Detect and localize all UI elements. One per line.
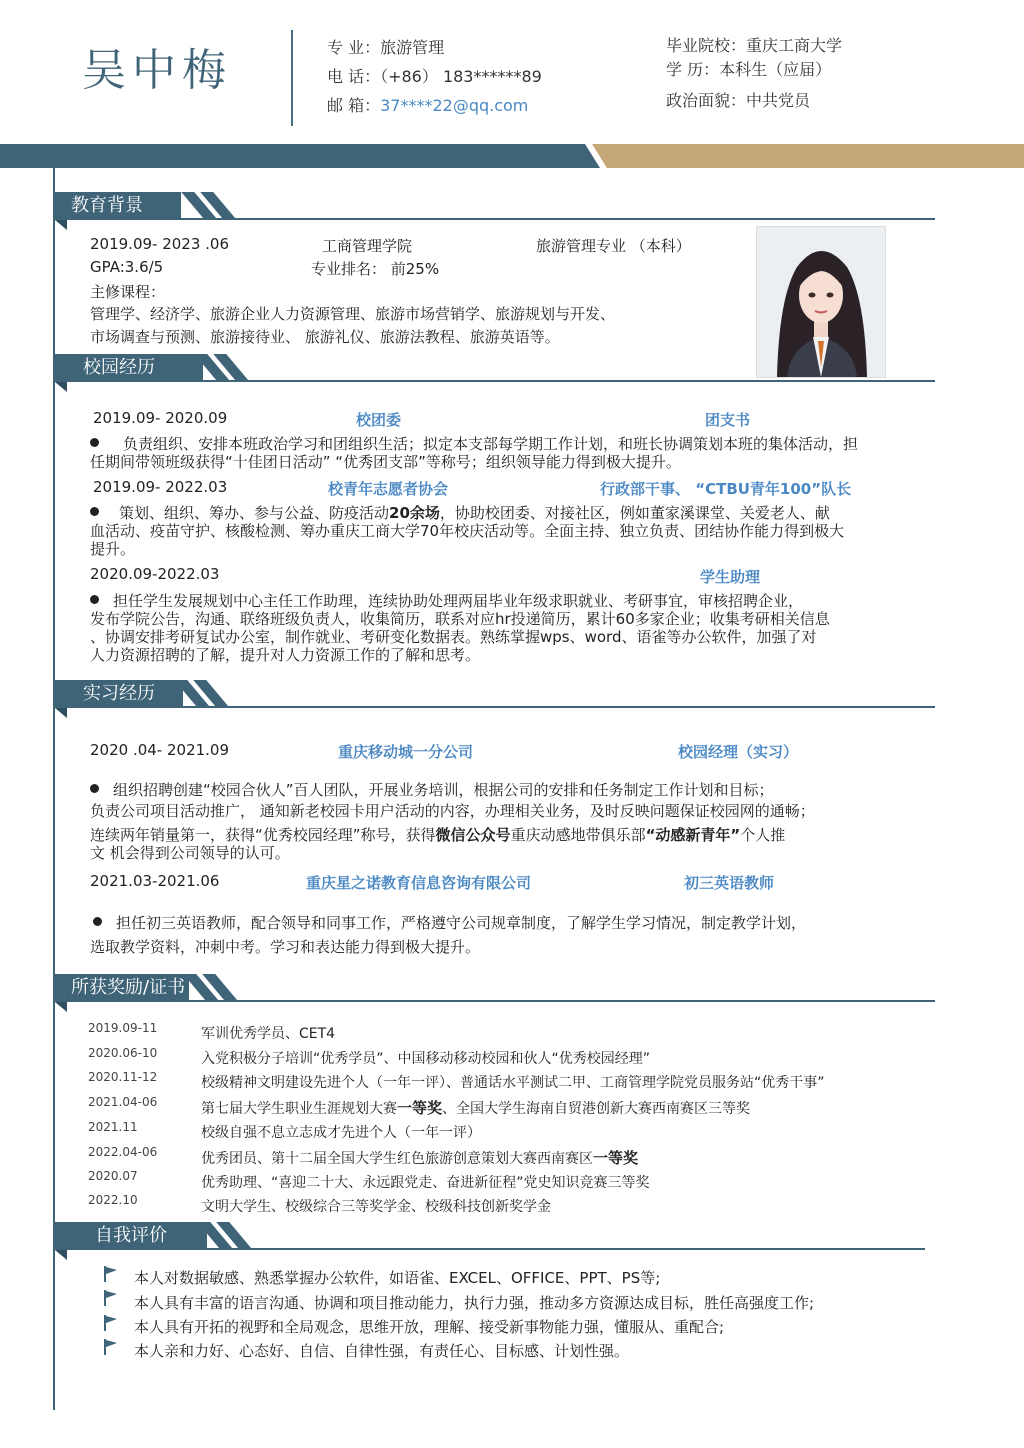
degree-value: 本科生（应届） [719,60,832,79]
edu-college: 工商管理学院 [322,237,413,255]
intern-2-role: 初三英语教师 [684,874,775,892]
award-date: 2022.10 [88,1193,138,1207]
award-text: 文明大学生、校级综合三等奖学金、校级科技创新奖学金 [201,1199,551,1215]
section-fold [55,220,67,230]
intern-1-role: 校园经理（实习） [678,743,799,761]
politics-label: 政治面貌： [666,91,747,110]
campus-3-period: 2020.09-2022.03 [90,565,220,583]
intern-2-desc: 担任初三英语教师，配合领导和同事工作，严格遵守公司规章制度，了解学生学习情况，制定教学计划， 选取教学资料，冲刺中考。学习和表达能力得到极大提升。 [90,914,807,956]
campus-2-role: 行政部干事、 “CTBU青年100”队长 [600,480,852,498]
campus-3-desc: 担任学生发展规划中心主任工作助理，连续协助处理两届毕业年级求职就业、考研事宜，审核招聘企业， 发布学院公告，沟通、联络班级负责人，收集简历，联系对应hr投递简历，累计60多家企业；收集考研相关信息 、协调安排考研复试办公室，制作就业、考研变化数据表。熟练掌握wps、word、语雀等办公软件，加强了对 人力资源招聘的了解，提升对人力资源工作的了解和思考。 [90,592,830,664]
politics-value: 中共党员 [746,91,811,110]
award-text: 第七届大学生职业生涯规划大赛一等奖、全国大学生海南自贸港创新大赛西南赛区三等奖 [201,1099,751,1117]
campus-1-org: 校团委 [356,411,402,429]
award-date: 2021.04-06 [88,1095,158,1109]
section-header-campus [55,354,935,382]
section-title-awards: 所获奖励/证书 [55,974,189,1002]
campus-1-desc: 负责组织、安排本班政治学习和团组织生活；拟定本支部每学期工作计划，和班长协调策划本班的集体活动，担 任期间带领班级获得“十佳团日活动” “优秀团支部”等称号；组织领导能力得到极大提升。 [90,435,859,471]
intern-2-period: 2021.03-2021.06 [90,872,220,890]
email-label: 邮 箱： [327,96,381,115]
section-title-self: 自我评价 [55,1222,207,1250]
candidate-name: 吴中梅 [82,45,232,96]
award-date: 2021.11 [88,1120,138,1134]
bullet-icon [90,507,99,516]
award-text: 校级精神文明建设先进个人（一年一评）、普通话水平测试二甲、工商管理学院党员服务站“优秀干事” [201,1075,825,1091]
award-date: 2019.09-11 [88,1021,158,1035]
header-band-gold [592,144,1024,168]
edu-gpa: GPA:3.6/5 [90,258,164,276]
self-item: 本人对数据敏感、熟悉掌握办公软件，如语雀、EXCEL、OFFICE、PPT、PS等; [134,1269,661,1287]
major-value: 旅游管理 [380,38,445,57]
section-rule [185,380,935,382]
major-label: 专 业： [327,38,381,57]
campus-1-period: 2019.09- 2020.09 [93,409,228,427]
self-item: 本人亲和力好、心态好、自信、自律性强，有责任心、目标感、计划性强。 [134,1342,630,1360]
section-fold [55,1250,67,1260]
award-text: 校级自强不息立志成才先进个人（一年一评） [201,1125,481,1141]
section-rule [175,218,935,220]
phone-value: （+86） 183******89 [380,67,542,86]
section-title-campus: 校园经历 [55,354,203,382]
politics-row [666,88,810,111]
campus-2-period: 2019.09- 2022.03 [93,478,228,496]
section-title-education: 教育背景 [55,192,181,220]
degree-row [666,57,831,80]
email-link[interactable]: 37****22@qq.com [380,96,529,115]
section-header-awards [55,974,935,1002]
section-header-education [55,192,935,220]
school-value: 重庆工商大学 [746,36,843,55]
flag-icon [104,1339,118,1355]
edu-period: 2019.09- 2023 .06 [90,235,230,253]
phone-row [327,64,542,87]
email-row [327,93,528,116]
flag-icon [104,1266,118,1282]
award-date: 2022.04-06 [88,1145,158,1159]
edu-courses-line2: 市场调查与预测、旅游接待业、 旅游礼仪、旅游法教程、旅游英语等。 [90,328,560,346]
school-row [666,33,842,56]
campus-2-org: 校青年志愿者协会 [328,480,449,498]
edu-major: 旅游管理专业 （本科） [536,237,691,255]
campus-3-role: 学生助理 [700,568,761,586]
bullet-icon [90,784,99,793]
award-text: 优秀团员、第十二届全国大学生红色旅游创意策划大赛西南赛区一等奖 [201,1149,639,1167]
award-text: 入党积极分子培训“优秀学员”、中国移动移动校园和伙人“优秀校园经理” [201,1051,651,1067]
intern-1-desc: 组织招聘创建“校园合伙人”百人团队，开展业务培训，根据公司的安排和任务制定工作计划和目标； 负责公司项目活动推广， 通知新老校园卡用户活动的内容，办理相关业务，及时反映问题保证校园网的通畅； 连续两年销量第一，获得“优秀校园经理”称号，获得微信公众号重庆动感地带俱乐部“动感新青年”个人推 文 机会得到公司领导的认可。 [90,781,815,862]
header-band-primary [0,144,600,168]
award-date: 2020.06-10 [88,1046,158,1060]
bullet-icon [90,438,99,447]
section-rule [205,1248,925,1250]
self-item: 本人具有开拓的视野和全局观念，思维开放，理解、接受新事物能力强，懂服从、重配合; [134,1318,725,1336]
campus-2-desc: 策划、组织、筹办、参与公益、防疫活动20余场，协助校团委、对接社区，例如董家溪课堂、关爱老人、献 血活动、疫苗守护、核酸检测、筹办重庆工商大学70年校庆活动等。全面主持、独立负责、团结协作能力得到极大 提升。 [90,504,845,558]
section-fold [55,382,67,392]
section-rule [167,706,935,708]
degree-label: 学 历： [666,60,720,79]
section-header-self [55,1222,925,1250]
intern-1-company: 重庆移动城一分公司 [338,743,474,761]
self-item: 本人具有丰富的语言沟通、协调和项目推动能力，执行力强，推动多方资源达成目标，胜任高强度工作; [134,1294,815,1312]
flag-icon [104,1290,118,1306]
award-date: 2020.07 [88,1169,138,1183]
award-date: 2020.11-12 [88,1070,158,1084]
edu-rank: 专业排名： 前25% [311,260,440,278]
award-text: 优秀助理、“喜迎二十大、永远跟党走、奋进新征程”党史知识竞赛三等奖 [201,1175,650,1191]
section-header-internship [55,680,935,708]
award-text: 军训优秀学员、CET4 [201,1026,336,1042]
section-title-internship: 实习经历 [55,680,183,708]
school-label: 毕业院校： [666,36,747,55]
section-rule [180,1000,935,1002]
bullet-icon [93,917,102,926]
intern-2-company: 重庆星之诺教育信息咨询有限公司 [306,874,532,892]
edu-courses-label: 主修课程： [90,283,166,301]
intern-1-period: 2020 .04- 2021.09 [90,741,230,759]
bullet-icon [90,595,99,604]
edu-courses-line1: 管理学、经济学、旅游企业人力资源管理、旅游市场营销学、旅游规划与开发、 [90,305,616,323]
major-row [327,35,444,58]
campus-1-role: 团支书 [705,411,751,429]
flag-icon [104,1315,118,1331]
section-fold [55,708,67,718]
section-fold [55,1002,67,1012]
header-divider [291,30,293,126]
phone-label: 电 话： [327,67,381,86]
